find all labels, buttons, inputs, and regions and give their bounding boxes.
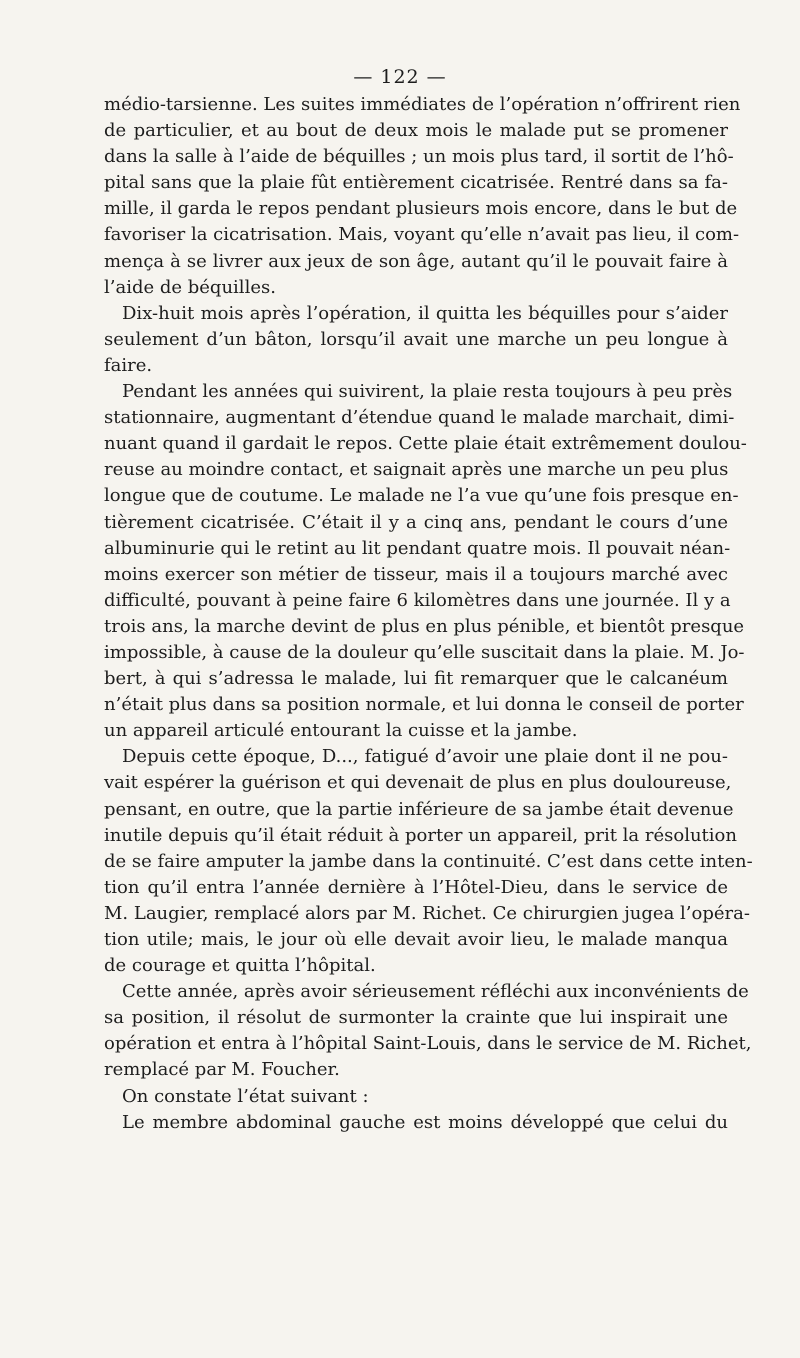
text-line: difficulté, pouvant à peine faire 6 kilomètres dans une journée. Il y a [104,589,731,611]
text-line: opération et entra à l’hôpital Saint-Louis, dans le service de M. Richet, [104,1033,752,1055]
body-text [104,92,753,1136]
text-line: M. Laugier, remplacé alors par M. Richet. Ce chirurgien jugea l’opéra- [104,902,750,924]
text-line: n’était plus dans sa position normale, et lui donna le conseil de porter [104,694,744,716]
text-line: favoriser la cicatrisation. Mais, voyant qu’elle n’avait pas lieu, il com- [104,224,740,246]
text-line: un appareil articulé entourant la cuisse et la jambe. [104,720,578,742]
text-line: On constate l’état suivant : [122,1085,369,1107]
text-line: reuse au moindre contact, et saignait après une marche un peu plus [104,459,729,481]
text-line: moins exercer son métier de tisseur, mais il a toujours marché avec [104,563,728,585]
text-line: pensant, en outre, que la partie inférieure de sa jambe était devenue [104,798,734,820]
text-line: faire. [104,354,153,376]
text-line: stationnaire, augmentant d’étendue quand le malade marchait, dimi- [104,407,735,429]
text-line: impossible, à cause de la douleur qu’elle suscitait dans la plaie. M. Jo- [104,641,745,663]
text-line: remplacé par M. Foucher. [104,1059,340,1081]
text-line: longue que de coutume. Le malade ne l’a vue qu’une fois presque en- [104,485,739,507]
text-line: Le membre abdominal gauche est moins développé que celui du [122,1111,728,1133]
text-line: mença à se livrer aux jeux de son âge, autant qu’il le pouvait faire à [104,250,728,272]
text-line: pital sans que la plaie fût entièrement cicatrisée. Rentré dans sa fa- [104,172,728,194]
text-line: seulement d’un bâton, lorsqu’il avait une marche un peu longue à [104,328,728,350]
text-line: Depuis cette époque, D..., fatigué d’avoir une plaie dont il ne pou- [122,746,728,768]
text-line: bert, à qui s’adressa le malade, lui fit remarquer que le calcanéum [104,668,728,690]
text-line: l’aide de béquilles. [104,276,276,298]
text-line: Pendant les années qui suivirent, la plaie resta toujours à peu près [122,381,733,403]
text-line: tion qu’il entra l’année dernière à l’Hôtel-Dieu, dans le service de [104,876,728,898]
page-number: — 122 — [353,66,447,88]
text-line: mille, il garda le repos pendant plusieurs mois encore, dans le but de [104,198,738,220]
text-line: dans la salle à l’aide de béquilles ; un mois plus tard, il sortit de l’hô- [104,146,734,168]
text-line: médio-tarsienne. Les suites immédiates de l’opération n’offrirent rien [104,94,741,115]
text-line: de se faire amputer la jambe dans la continuité. C’est dans cette inten- [104,850,753,872]
text-line: de particulier, et au bout de deux mois le malade put se promener [104,120,728,142]
text-line: nuant quand il gardait le repos. Cette plaie était extrêmement doulou- [104,433,747,455]
text-line: sa position, il résolut de surmonter la crainte que lui inspirait une [104,1007,728,1029]
text-line: Cette année, après avoir sérieusement réfléchi aux inconvénients de [122,981,749,1003]
text-line: inutile depuis qu’il était réduit à porter un appareil, prit la résolution [104,824,737,846]
text-line: albuminurie qui le retint au lit pendant quatre mois. Il pouvait néan- [104,537,731,559]
text-line: de courage et quitta l’hôpital. [104,955,376,977]
text-line: vait espérer la guérison et qui devenait de plus en plus douloureuse, [104,772,732,794]
text-line: tièrement cicatrisée. C’était il y a cinq ans, pendant le cours d’une [104,511,728,533]
text-line: Dix-huit mois après l’opération, il quitta les béquilles pour s’aider [122,302,728,324]
text-line: trois ans, la marche devint de plus en plus pénible, et bientôt presque [104,615,745,637]
text-line: tion utile; mais, le jour où elle devait avoir lieu, le malade manqua [104,929,728,950]
